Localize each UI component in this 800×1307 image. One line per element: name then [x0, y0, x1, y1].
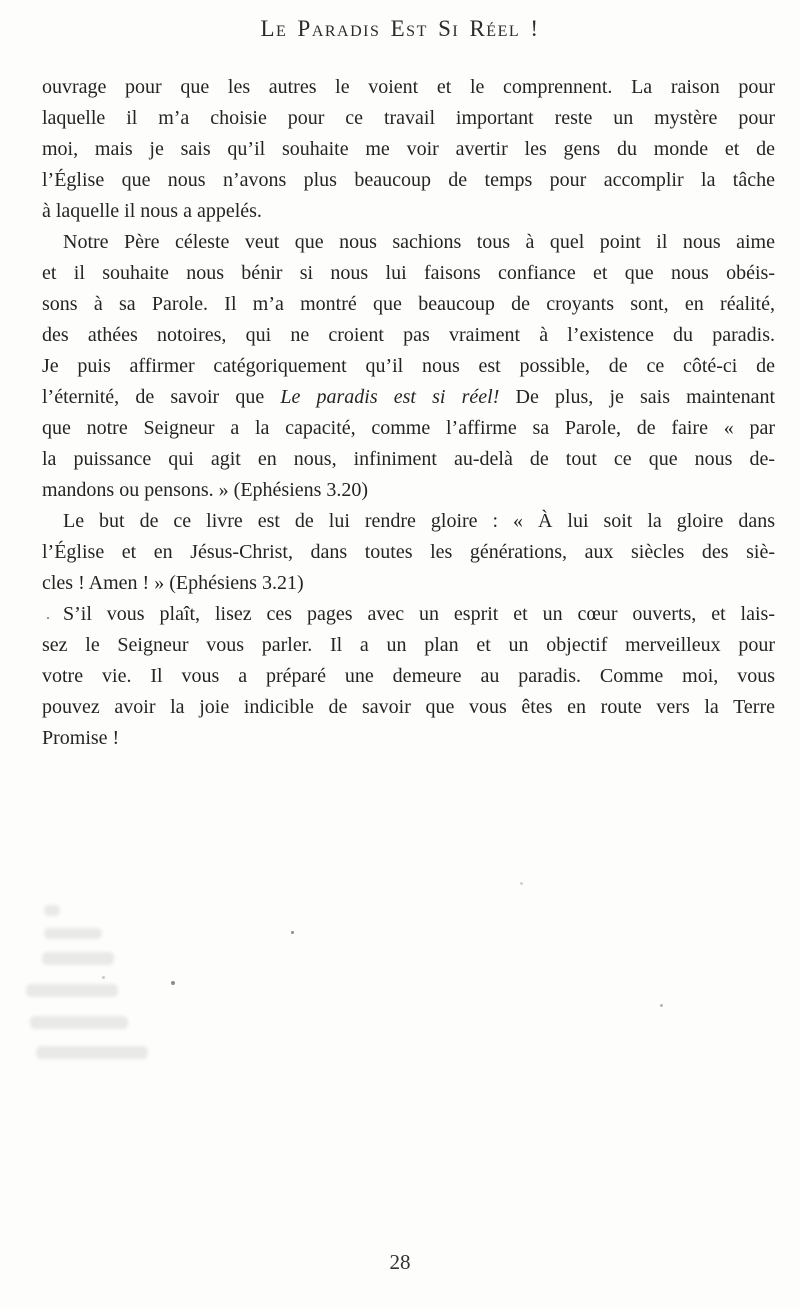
text-line: votre vie. Il vous a préparé une demeure au paradis. Comme moi, vous	[42, 665, 775, 687]
text-block	[42, 72, 775, 754]
scan-speck	[171, 981, 175, 985]
text-line: Promise !	[42, 727, 120, 749]
text-line: à laquelle il nous a appelés.	[42, 200, 262, 222]
bleedthrough-mark	[36, 1046, 148, 1059]
text-line: l’éternité, de savoir que Le paradis est si réel! De plus, je sais maintenant	[42, 386, 776, 408]
text-line: que notre Seigneur a la capacité, comme l’affirme sa Parole, de faire « par	[42, 417, 775, 439]
page-number: 28	[389, 1250, 411, 1274]
bleedthrough-mark	[30, 1016, 128, 1029]
text-line: Je puis affirmer catégoriquement qu’il nous est possible, de ce côté-ci de	[42, 355, 775, 377]
text-line: Le but de ce livre est de lui rendre gloire : « À lui soit la gloire dans	[63, 510, 775, 532]
text-line: l’Église que nous n’avons plus beaucoup de temps pour accomplir la tâche	[42, 169, 775, 191]
text-line: mandons ou pensons. » (Ephésiens 3.20)	[42, 479, 369, 501]
bleedthrough-mark	[44, 905, 60, 916]
text-line: ouvrage pour que les autres le voient et le comprennent. La raison pour	[42, 76, 775, 98]
text-line: l’Église et en Jésus-Christ, dans toutes les générations, aux siècles des siè-	[42, 541, 775, 563]
text-line: Notre Père céleste veut que nous sachions tous à quel point il nous aime	[63, 231, 775, 253]
scan-speck	[102, 976, 105, 979]
text-line: sons à sa Parole. Il m’a montré que beaucoup de croyants sont, en réalité,	[42, 293, 775, 315]
scan-speck	[520, 882, 523, 885]
scan-speck	[291, 931, 294, 934]
text-line: des athées notoires, qui ne croient pas vraiment à l’existence du paradis.	[42, 324, 775, 346]
scan-speck	[47, 617, 49, 619]
page-title: Le Paradis Est Si Réel !	[260, 16, 540, 41]
text-line: la puissance qui agit en nous, infiniment au-delà de tout ce que nous de-	[42, 448, 775, 470]
text-line: et il souhaite nous bénir si nous lui faisons confiance et que nous obéis-	[42, 262, 775, 284]
bleedthrough-mark	[42, 952, 114, 965]
text-line: pouvez avoir la joie indicible de savoir que vous êtes en route vers la Terre	[42, 696, 775, 718]
text-line: sez le Seigneur vous parler. Il a un plan et un objectif merveilleux pour	[42, 634, 775, 656]
text-line: S’il vous plaît, lisez ces pages avec un esprit et un cœur ouverts, et lais-	[63, 603, 775, 625]
text-line: moi, mais je sais qu’il souhaite me voir avertir les gens du monde et de	[42, 138, 775, 160]
scan-speck	[660, 1004, 663, 1007]
bleedthrough-mark	[26, 984, 118, 997]
bleedthrough-mark	[44, 928, 102, 939]
text-line: cles ! Amen ! » (Ephésiens 3.21)	[42, 572, 304, 594]
text-line: laquelle il m’a choisie pour ce travail important reste un mystère pour	[42, 107, 775, 129]
